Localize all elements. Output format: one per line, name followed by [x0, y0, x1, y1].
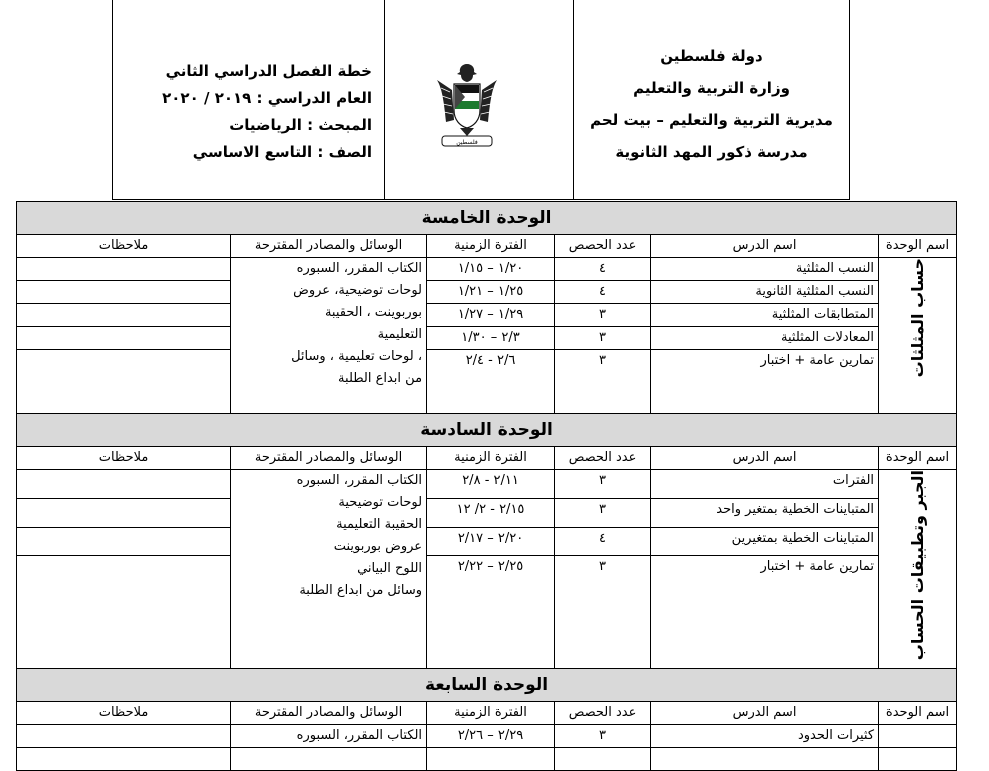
- lesson-period: ٢/٣ – ١/٣٠: [427, 327, 555, 350]
- palestine-emblem-icon: [432, 62, 502, 154]
- notes-cell: [17, 350, 231, 414]
- notes-cell: [17, 470, 231, 499]
- col-lesson-name: اسم الدرس: [651, 447, 879, 470]
- lesson-period: ٢/١٥ - ٢/ ١٢: [427, 498, 555, 527]
- col-lesson-name: اسم الدرس: [651, 702, 879, 725]
- col-notes: ملاحظات: [17, 235, 231, 258]
- lesson-count: ٣: [555, 304, 651, 327]
- lesson-period: ١/٢٥ – ١/٢١: [427, 281, 555, 304]
- unit-title: الوحدة السادسة: [17, 414, 957, 447]
- lesson-count: ٣: [555, 556, 651, 669]
- ministry-info: [574, 40, 849, 168]
- state-name: دولة فلسطين: [660, 47, 763, 65]
- col-resources: الوسائل والمصادر المقترحة: [231, 235, 427, 258]
- lesson-period: ٢/١١ - ٢/٨: [427, 470, 555, 499]
- notes-cell: [17, 725, 231, 748]
- unit-name: حساب المثلثات: [907, 258, 927, 378]
- col-lesson-count: عدد الحصص: [555, 447, 651, 470]
- col-resources: الوسائل والمصادر المقترحة: [231, 702, 427, 725]
- resources-cell: [231, 748, 427, 771]
- col-lesson-name: اسم الدرس: [651, 235, 879, 258]
- notes-cell: [17, 556, 231, 669]
- notes-cell: [17, 304, 231, 327]
- lesson-name: النسب المثلثية الثانوية: [651, 281, 879, 304]
- col-period: الفترة الزمنية: [427, 702, 555, 725]
- lesson-name: المتطابقات المثلثية: [651, 304, 879, 327]
- emblem-caption: فلسطين: [456, 139, 478, 146]
- lesson-name: كثيرات الحدود: [651, 725, 879, 748]
- col-notes: ملاحظات: [17, 447, 231, 470]
- unit-title: الوحدة الخامسة: [17, 202, 957, 235]
- units-table: [16, 201, 957, 771]
- unit-name-cell: [879, 748, 957, 771]
- lesson-name: المعادلات المثلثية: [651, 327, 879, 350]
- lesson-name: [651, 748, 879, 771]
- lesson-count: ٣: [555, 498, 651, 527]
- unit-title: الوحدة السابعة: [17, 669, 957, 702]
- grade: الصف : التاسع الاساسي: [192, 143, 372, 161]
- lesson-count: ٣: [555, 470, 651, 499]
- unit-name: الجبر وتطبيقات الحساب: [907, 470, 927, 661]
- table-row: [17, 498, 957, 527]
- academic-year: العام الدراسي : ٢٠١٩ / ٢٠٢٠: [162, 89, 372, 107]
- ministry-info-box: [573, 0, 850, 200]
- unit-name-cell: [879, 470, 957, 669]
- column-header-row: [17, 235, 957, 258]
- lesson-count: [555, 748, 651, 771]
- col-notes: ملاحظات: [17, 702, 231, 725]
- emblem-box: [385, 0, 573, 200]
- lesson-period: ٢/٢٩ – ٢/٢٦: [427, 725, 555, 748]
- subject: المبحث : الرياضيات: [229, 116, 372, 134]
- lesson-count: ٤: [555, 281, 651, 304]
- col-unit-name: اسم الوحدة: [879, 702, 957, 725]
- lesson-name: تمارين عامة + اختبار: [651, 556, 879, 669]
- notes-cell: [17, 527, 231, 556]
- lesson-name: الفترات: [651, 470, 879, 499]
- table-row: [17, 281, 957, 304]
- lesson-count: ٣: [555, 327, 651, 350]
- table-row: [17, 527, 957, 556]
- notes-cell: [17, 258, 231, 281]
- lesson-period: ١/٢٩ – ١/٢٧: [427, 304, 555, 327]
- lesson-period: ١/٢٠ – ١/١٥: [427, 258, 555, 281]
- lesson-count: ٣: [555, 350, 651, 414]
- plan-info: [162, 58, 372, 166]
- lesson-name: النسب المثلثية: [651, 258, 879, 281]
- column-header-row: [17, 702, 957, 725]
- col-lesson-count: عدد الحصص: [555, 235, 651, 258]
- school-name: مدرسة ذكور المهد الثانوية: [615, 143, 808, 161]
- plan-title: خطة الفصل الدراسي الثاني: [165, 62, 372, 80]
- unit-title-row: [17, 202, 957, 235]
- lesson-name: تمارين عامة + اختبار: [651, 350, 879, 414]
- table-row: [17, 258, 957, 281]
- col-period: الفترة الزمنية: [427, 235, 555, 258]
- lesson-name: المتباينات الخطية بمتغير واحد: [651, 498, 879, 527]
- lesson-period: ٢/٢٠ – ٢/١٧: [427, 527, 555, 556]
- col-unit-name: اسم الوحدة: [879, 447, 957, 470]
- lesson-count: ٤: [555, 527, 651, 556]
- column-header-row: [17, 447, 957, 470]
- col-resources: الوسائل والمصادر المقترحة: [231, 447, 427, 470]
- plan-info-box: [112, 0, 385, 200]
- notes-cell: [17, 498, 231, 527]
- lesson-period: [427, 748, 555, 771]
- lesson-period: ٢/٢٥ – ٢/٢٢: [427, 556, 555, 669]
- table-row: [17, 725, 957, 748]
- resources-cell: الكتاب المقرر، السبوره: [231, 725, 427, 748]
- unit-name-cell: [879, 725, 957, 748]
- ministry-name: وزارة التربية والتعليم: [633, 79, 790, 97]
- resources-cell: الكتاب المقرر، السبوره لوحات توضيحية الحقيبة التعليمية عروض بوربوينت اللوح البياني وسائل من ابداع الطلبة: [231, 470, 427, 669]
- resources-cell: الكتاب المقرر، السبوره لوحات توضيحية، عروض بوربوينت ، الحقيبة التعليمية ، لوحات تعليمية ، وسائل من ابداع الطلبة: [231, 258, 427, 414]
- notes-cell: [17, 748, 231, 771]
- unit-name-cell: [879, 258, 957, 414]
- col-lesson-count: عدد الحصص: [555, 702, 651, 725]
- unit-title-row: [17, 669, 957, 702]
- table-row: [17, 304, 957, 327]
- directorate-name: مديرية التربية والتعليم – بيت لحم: [590, 111, 833, 129]
- notes-cell: [17, 327, 231, 350]
- lesson-count: ٣: [555, 725, 651, 748]
- lesson-period: ٢/٦ - ٢/٤: [427, 350, 555, 414]
- col-period: الفترة الزمنية: [427, 447, 555, 470]
- lesson-count: ٤: [555, 258, 651, 281]
- notes-cell: [17, 281, 231, 304]
- table-row: [17, 556, 957, 669]
- col-unit-name: اسم الوحدة: [879, 235, 957, 258]
- table-row: [17, 748, 957, 771]
- table-row: [17, 350, 957, 414]
- table-row: [17, 327, 957, 350]
- lesson-name: المتباينات الخطية بمتغيرين: [651, 527, 879, 556]
- table-row: [17, 470, 957, 499]
- unit-title-row: [17, 414, 957, 447]
